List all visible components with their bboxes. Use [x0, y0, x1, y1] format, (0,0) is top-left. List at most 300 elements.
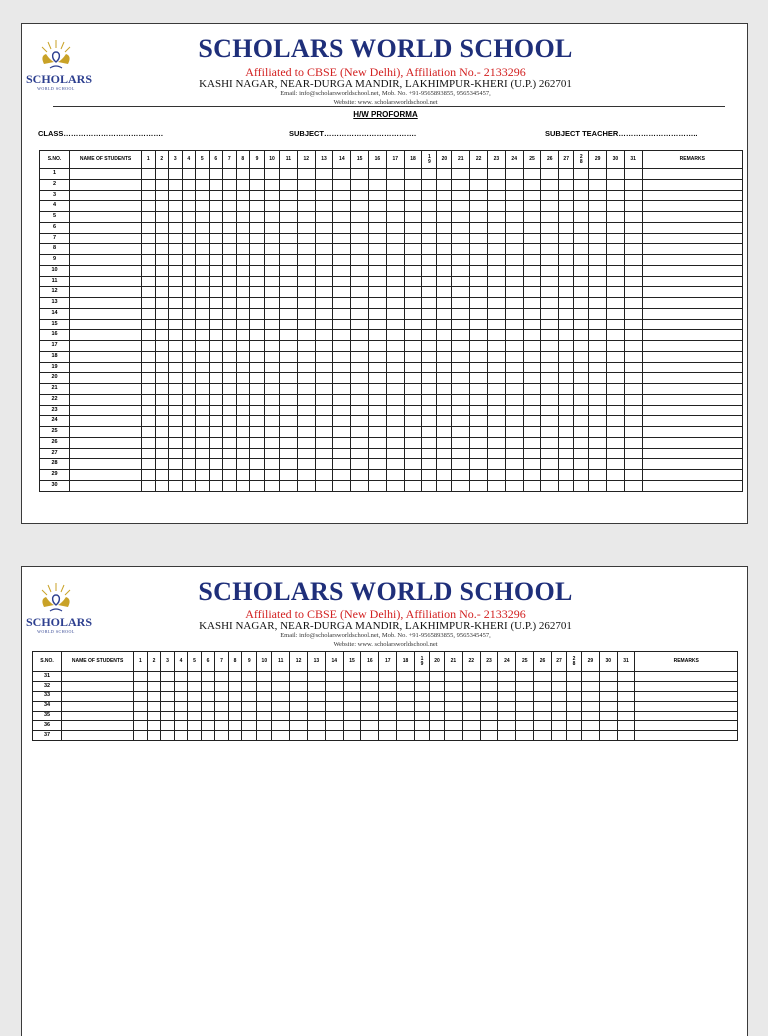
day-cell[interactable]	[169, 287, 183, 298]
day-cell[interactable]	[147, 681, 161, 691]
day-cell[interactable]	[155, 255, 169, 266]
day-cell[interactable]	[404, 427, 422, 438]
day-cell[interactable]	[422, 416, 437, 427]
day-cell[interactable]	[297, 373, 315, 384]
day-cell[interactable]	[223, 362, 237, 373]
day-cell[interactable]	[250, 405, 265, 416]
day-cell[interactable]	[559, 459, 574, 470]
day-cell[interactable]	[488, 190, 506, 201]
day-cell[interactable]	[209, 480, 223, 491]
student-name-cell[interactable]	[70, 362, 142, 373]
day-cell[interactable]	[414, 691, 429, 701]
day-cell[interactable]	[589, 341, 607, 352]
day-cell[interactable]	[265, 201, 280, 212]
day-cell[interactable]	[325, 711, 343, 721]
day-cell[interactable]	[182, 298, 196, 309]
day-cell[interactable]	[209, 222, 223, 233]
day-cell[interactable]	[386, 179, 404, 190]
day-cell[interactable]	[505, 480, 523, 491]
day-cell[interactable]	[470, 319, 488, 330]
day-cell[interactable]	[599, 701, 617, 711]
day-cell[interactable]	[333, 265, 351, 276]
day-cell[interactable]	[250, 298, 265, 309]
day-cell[interactable]	[488, 255, 506, 266]
day-cell[interactable]	[369, 330, 387, 341]
day-cell[interactable]	[452, 351, 470, 362]
day-cell[interactable]	[574, 384, 589, 395]
day-cell[interactable]	[333, 470, 351, 481]
day-cell[interactable]	[624, 480, 642, 491]
day-cell[interactable]	[215, 731, 229, 741]
day-cell[interactable]	[582, 731, 600, 741]
day-cell[interactable]	[566, 721, 581, 731]
day-cell[interactable]	[541, 448, 559, 459]
day-cell[interactable]	[297, 287, 315, 298]
day-cell[interactable]	[386, 222, 404, 233]
day-cell[interactable]	[404, 394, 422, 405]
day-cell[interactable]	[379, 731, 397, 741]
student-name-cell[interactable]	[70, 244, 142, 255]
day-cell[interactable]	[516, 721, 534, 731]
day-cell[interactable]	[480, 731, 498, 741]
day-cell[interactable]	[437, 330, 452, 341]
day-cell[interactable]	[404, 244, 422, 255]
remarks-cell[interactable]	[642, 405, 742, 416]
day-cell[interactable]	[386, 341, 404, 352]
day-cell[interactable]	[607, 201, 625, 212]
day-cell[interactable]	[414, 731, 429, 741]
day-cell[interactable]	[161, 691, 175, 701]
day-cell[interactable]	[188, 721, 202, 731]
day-cell[interactable]	[470, 233, 488, 244]
day-cell[interactable]	[582, 701, 600, 711]
day-cell[interactable]	[236, 427, 250, 438]
day-cell[interactable]	[505, 287, 523, 298]
day-cell[interactable]	[624, 394, 642, 405]
remarks-cell[interactable]	[642, 427, 742, 438]
day-cell[interactable]	[386, 330, 404, 341]
day-cell[interactable]	[315, 330, 333, 341]
student-name-cell[interactable]	[70, 201, 142, 212]
day-cell[interactable]	[223, 394, 237, 405]
day-cell[interactable]	[404, 308, 422, 319]
student-name-cell[interactable]	[70, 384, 142, 395]
day-cell[interactable]	[215, 721, 229, 731]
student-name-cell[interactable]	[62, 711, 134, 721]
day-cell[interactable]	[236, 437, 250, 448]
remarks-cell[interactable]	[635, 672, 738, 682]
student-name-cell[interactable]	[70, 341, 142, 352]
day-cell[interactable]	[541, 169, 559, 180]
day-cell[interactable]	[607, 222, 625, 233]
day-cell[interactable]	[404, 351, 422, 362]
day-cell[interactable]	[315, 319, 333, 330]
day-cell[interactable]	[589, 233, 607, 244]
day-cell[interactable]	[470, 459, 488, 470]
day-cell[interactable]	[182, 201, 196, 212]
day-cell[interactable]	[386, 405, 404, 416]
day-cell[interactable]	[333, 416, 351, 427]
day-cell[interactable]	[333, 330, 351, 341]
subject-teacher-field[interactable]: SUBJECT TEACHER…………………………..	[545, 129, 698, 138]
day-cell[interactable]	[488, 394, 506, 405]
day-cell[interactable]	[452, 416, 470, 427]
day-cell[interactable]	[351, 190, 369, 201]
day-cell[interactable]	[422, 265, 437, 276]
day-cell[interactable]	[250, 480, 265, 491]
day-cell[interactable]	[488, 330, 506, 341]
day-cell[interactable]	[369, 394, 387, 405]
day-cell[interactable]	[196, 373, 210, 384]
day-cell[interactable]	[369, 448, 387, 459]
day-cell[interactable]	[297, 341, 315, 352]
day-cell[interactable]	[505, 179, 523, 190]
day-cell[interactable]	[437, 169, 452, 180]
day-cell[interactable]	[559, 265, 574, 276]
day-cell[interactable]	[470, 265, 488, 276]
remarks-cell[interactable]	[642, 212, 742, 223]
day-cell[interactable]	[551, 711, 566, 721]
day-cell[interactable]	[333, 384, 351, 395]
day-cell[interactable]	[386, 459, 404, 470]
day-cell[interactable]	[182, 308, 196, 319]
day-cell[interactable]	[209, 255, 223, 266]
day-cell[interactable]	[523, 470, 541, 481]
day-cell[interactable]	[182, 405, 196, 416]
day-cell[interactable]	[541, 416, 559, 427]
remarks-cell[interactable]	[642, 287, 742, 298]
day-cell[interactable]	[280, 212, 298, 223]
day-cell[interactable]	[386, 201, 404, 212]
day-cell[interactable]	[182, 470, 196, 481]
day-cell[interactable]	[488, 437, 506, 448]
day-cell[interactable]	[169, 437, 183, 448]
day-cell[interactable]	[379, 701, 397, 711]
day-cell[interactable]	[534, 681, 552, 691]
day-cell[interactable]	[559, 480, 574, 491]
day-cell[interactable]	[182, 437, 196, 448]
day-cell[interactable]	[297, 222, 315, 233]
remarks-cell[interactable]	[635, 691, 738, 701]
day-cell[interactable]	[369, 341, 387, 352]
student-name-cell[interactable]	[70, 373, 142, 384]
day-cell[interactable]	[470, 470, 488, 481]
day-cell[interactable]	[379, 691, 397, 701]
day-cell[interactable]	[404, 405, 422, 416]
day-cell[interactable]	[250, 190, 265, 201]
day-cell[interactable]	[265, 362, 280, 373]
day-cell[interactable]	[182, 287, 196, 298]
day-cell[interactable]	[414, 672, 429, 682]
day-cell[interactable]	[437, 319, 452, 330]
day-cell[interactable]	[422, 244, 437, 255]
day-cell[interactable]	[589, 437, 607, 448]
day-cell[interactable]	[505, 255, 523, 266]
day-cell[interactable]	[589, 287, 607, 298]
day-cell[interactable]	[201, 701, 215, 711]
day-cell[interactable]	[437, 448, 452, 459]
day-cell[interactable]	[559, 169, 574, 180]
day-cell[interactable]	[589, 384, 607, 395]
day-cell[interactable]	[315, 298, 333, 309]
day-cell[interactable]	[452, 265, 470, 276]
day-cell[interactable]	[209, 276, 223, 287]
day-cell[interactable]	[228, 731, 242, 741]
day-cell[interactable]	[488, 244, 506, 255]
day-cell[interactable]	[196, 169, 210, 180]
day-cell[interactable]	[142, 169, 156, 180]
day-cell[interactable]	[422, 341, 437, 352]
day-cell[interactable]	[452, 255, 470, 266]
day-cell[interactable]	[422, 362, 437, 373]
day-cell[interactable]	[617, 672, 635, 682]
day-cell[interactable]	[257, 701, 272, 711]
day-cell[interactable]	[559, 373, 574, 384]
day-cell[interactable]	[142, 341, 156, 352]
day-cell[interactable]	[574, 351, 589, 362]
day-cell[interactable]	[134, 681, 148, 691]
day-cell[interactable]	[315, 427, 333, 438]
day-cell[interactable]	[470, 190, 488, 201]
day-cell[interactable]	[223, 373, 237, 384]
day-cell[interactable]	[404, 212, 422, 223]
remarks-cell[interactable]	[642, 394, 742, 405]
day-cell[interactable]	[250, 437, 265, 448]
day-cell[interactable]	[607, 341, 625, 352]
day-cell[interactable]	[315, 255, 333, 266]
day-cell[interactable]	[505, 373, 523, 384]
day-cell[interactable]	[574, 437, 589, 448]
day-cell[interactable]	[437, 201, 452, 212]
day-cell[interactable]	[462, 721, 480, 731]
day-cell[interactable]	[488, 265, 506, 276]
day-cell[interactable]	[369, 437, 387, 448]
day-cell[interactable]	[297, 276, 315, 287]
day-cell[interactable]	[624, 308, 642, 319]
day-cell[interactable]	[386, 212, 404, 223]
day-cell[interactable]	[574, 276, 589, 287]
day-cell[interactable]	[422, 351, 437, 362]
day-cell[interactable]	[523, 201, 541, 212]
day-cell[interactable]	[617, 701, 635, 711]
day-cell[interactable]	[574, 394, 589, 405]
day-cell[interactable]	[315, 480, 333, 491]
day-cell[interactable]	[142, 330, 156, 341]
day-cell[interactable]	[333, 255, 351, 266]
day-cell[interactable]	[290, 711, 308, 721]
day-cell[interactable]	[188, 672, 202, 682]
day-cell[interactable]	[523, 480, 541, 491]
day-cell[interactable]	[182, 480, 196, 491]
day-cell[interactable]	[386, 298, 404, 309]
day-cell[interactable]	[169, 459, 183, 470]
day-cell[interactable]	[386, 480, 404, 491]
student-name-cell[interactable]	[70, 470, 142, 481]
day-cell[interactable]	[607, 470, 625, 481]
day-cell[interactable]	[236, 308, 250, 319]
day-cell[interactable]	[174, 681, 188, 691]
day-cell[interactable]	[607, 330, 625, 341]
day-cell[interactable]	[250, 179, 265, 190]
day-cell[interactable]	[343, 711, 361, 721]
day-cell[interactable]	[559, 212, 574, 223]
day-cell[interactable]	[333, 394, 351, 405]
day-cell[interactable]	[265, 179, 280, 190]
day-cell[interactable]	[437, 427, 452, 438]
day-cell[interactable]	[351, 480, 369, 491]
day-cell[interactable]	[589, 298, 607, 309]
day-cell[interactable]	[250, 427, 265, 438]
day-cell[interactable]	[315, 405, 333, 416]
day-cell[interactable]	[462, 691, 480, 701]
day-cell[interactable]	[174, 721, 188, 731]
day-cell[interactable]	[223, 265, 237, 276]
day-cell[interactable]	[333, 362, 351, 373]
day-cell[interactable]	[265, 437, 280, 448]
day-cell[interactable]	[498, 691, 516, 701]
day-cell[interactable]	[397, 681, 415, 691]
day-cell[interactable]	[523, 416, 541, 427]
day-cell[interactable]	[250, 255, 265, 266]
day-cell[interactable]	[470, 351, 488, 362]
day-cell[interactable]	[250, 470, 265, 481]
day-cell[interactable]	[265, 319, 280, 330]
day-cell[interactable]	[236, 201, 250, 212]
day-cell[interactable]	[589, 244, 607, 255]
day-cell[interactable]	[209, 362, 223, 373]
day-cell[interactable]	[265, 255, 280, 266]
day-cell[interactable]	[343, 721, 361, 731]
day-cell[interactable]	[589, 179, 607, 190]
day-cell[interactable]	[437, 384, 452, 395]
day-cell[interactable]	[505, 330, 523, 341]
day-cell[interactable]	[155, 330, 169, 341]
day-cell[interactable]	[297, 437, 315, 448]
day-cell[interactable]	[379, 681, 397, 691]
day-cell[interactable]	[290, 672, 308, 682]
day-cell[interactable]	[422, 255, 437, 266]
day-cell[interactable]	[404, 265, 422, 276]
day-cell[interactable]	[617, 721, 635, 731]
day-cell[interactable]	[505, 265, 523, 276]
day-cell[interactable]	[505, 276, 523, 287]
day-cell[interactable]	[452, 233, 470, 244]
day-cell[interactable]	[488, 201, 506, 212]
day-cell[interactable]	[379, 672, 397, 682]
day-cell[interactable]	[196, 362, 210, 373]
day-cell[interactable]	[566, 672, 581, 682]
day-cell[interactable]	[265, 427, 280, 438]
day-cell[interactable]	[265, 351, 280, 362]
day-cell[interactable]	[386, 287, 404, 298]
day-cell[interactable]	[470, 341, 488, 352]
day-cell[interactable]	[290, 701, 308, 711]
day-cell[interactable]	[333, 319, 351, 330]
day-cell[interactable]	[155, 287, 169, 298]
day-cell[interactable]	[498, 681, 516, 691]
day-cell[interactable]	[265, 459, 280, 470]
day-cell[interactable]	[265, 190, 280, 201]
day-cell[interactable]	[505, 298, 523, 309]
day-cell[interactable]	[607, 373, 625, 384]
day-cell[interactable]	[182, 427, 196, 438]
day-cell[interactable]	[574, 330, 589, 341]
day-cell[interactable]	[250, 201, 265, 212]
student-name-cell[interactable]	[70, 190, 142, 201]
day-cell[interactable]	[445, 701, 463, 711]
day-cell[interactable]	[437, 459, 452, 470]
day-cell[interactable]	[541, 341, 559, 352]
day-cell[interactable]	[290, 681, 308, 691]
remarks-cell[interactable]	[642, 470, 742, 481]
day-cell[interactable]	[589, 190, 607, 201]
day-cell[interactable]	[228, 691, 242, 701]
day-cell[interactable]	[280, 480, 298, 491]
day-cell[interactable]	[566, 701, 581, 711]
day-cell[interactable]	[351, 179, 369, 190]
day-cell[interactable]	[422, 437, 437, 448]
day-cell[interactable]	[386, 394, 404, 405]
day-cell[interactable]	[236, 405, 250, 416]
day-cell[interactable]	[188, 681, 202, 691]
day-cell[interactable]	[589, 416, 607, 427]
day-cell[interactable]	[265, 298, 280, 309]
day-cell[interactable]	[523, 169, 541, 180]
day-cell[interactable]	[297, 351, 315, 362]
day-cell[interactable]	[369, 265, 387, 276]
day-cell[interactable]	[624, 298, 642, 309]
day-cell[interactable]	[236, 179, 250, 190]
remarks-cell[interactable]	[642, 308, 742, 319]
day-cell[interactable]	[250, 244, 265, 255]
day-cell[interactable]	[236, 330, 250, 341]
day-cell[interactable]	[452, 308, 470, 319]
day-cell[interactable]	[488, 416, 506, 427]
day-cell[interactable]	[523, 287, 541, 298]
day-cell[interactable]	[236, 394, 250, 405]
student-name-cell[interactable]	[62, 681, 134, 691]
day-cell[interactable]	[169, 470, 183, 481]
day-cell[interactable]	[386, 276, 404, 287]
day-cell[interactable]	[404, 470, 422, 481]
student-name-cell[interactable]	[62, 691, 134, 701]
day-cell[interactable]	[297, 470, 315, 481]
day-cell[interactable]	[386, 384, 404, 395]
day-cell[interactable]	[228, 701, 242, 711]
day-cell[interactable]	[437, 405, 452, 416]
day-cell[interactable]	[369, 384, 387, 395]
day-cell[interactable]	[559, 470, 574, 481]
day-cell[interactable]	[523, 298, 541, 309]
day-cell[interactable]	[201, 731, 215, 741]
day-cell[interactable]	[369, 480, 387, 491]
day-cell[interactable]	[404, 373, 422, 384]
day-cell[interactable]	[236, 255, 250, 266]
day-cell[interactable]	[624, 341, 642, 352]
day-cell[interactable]	[182, 384, 196, 395]
day-cell[interactable]	[155, 222, 169, 233]
day-cell[interactable]	[589, 470, 607, 481]
day-cell[interactable]	[134, 691, 148, 701]
day-cell[interactable]	[422, 459, 437, 470]
day-cell[interactable]	[369, 362, 387, 373]
day-cell[interactable]	[559, 233, 574, 244]
day-cell[interactable]	[315, 169, 333, 180]
student-name-cell[interactable]	[70, 222, 142, 233]
day-cell[interactable]	[333, 480, 351, 491]
day-cell[interactable]	[155, 384, 169, 395]
remarks-cell[interactable]	[642, 362, 742, 373]
